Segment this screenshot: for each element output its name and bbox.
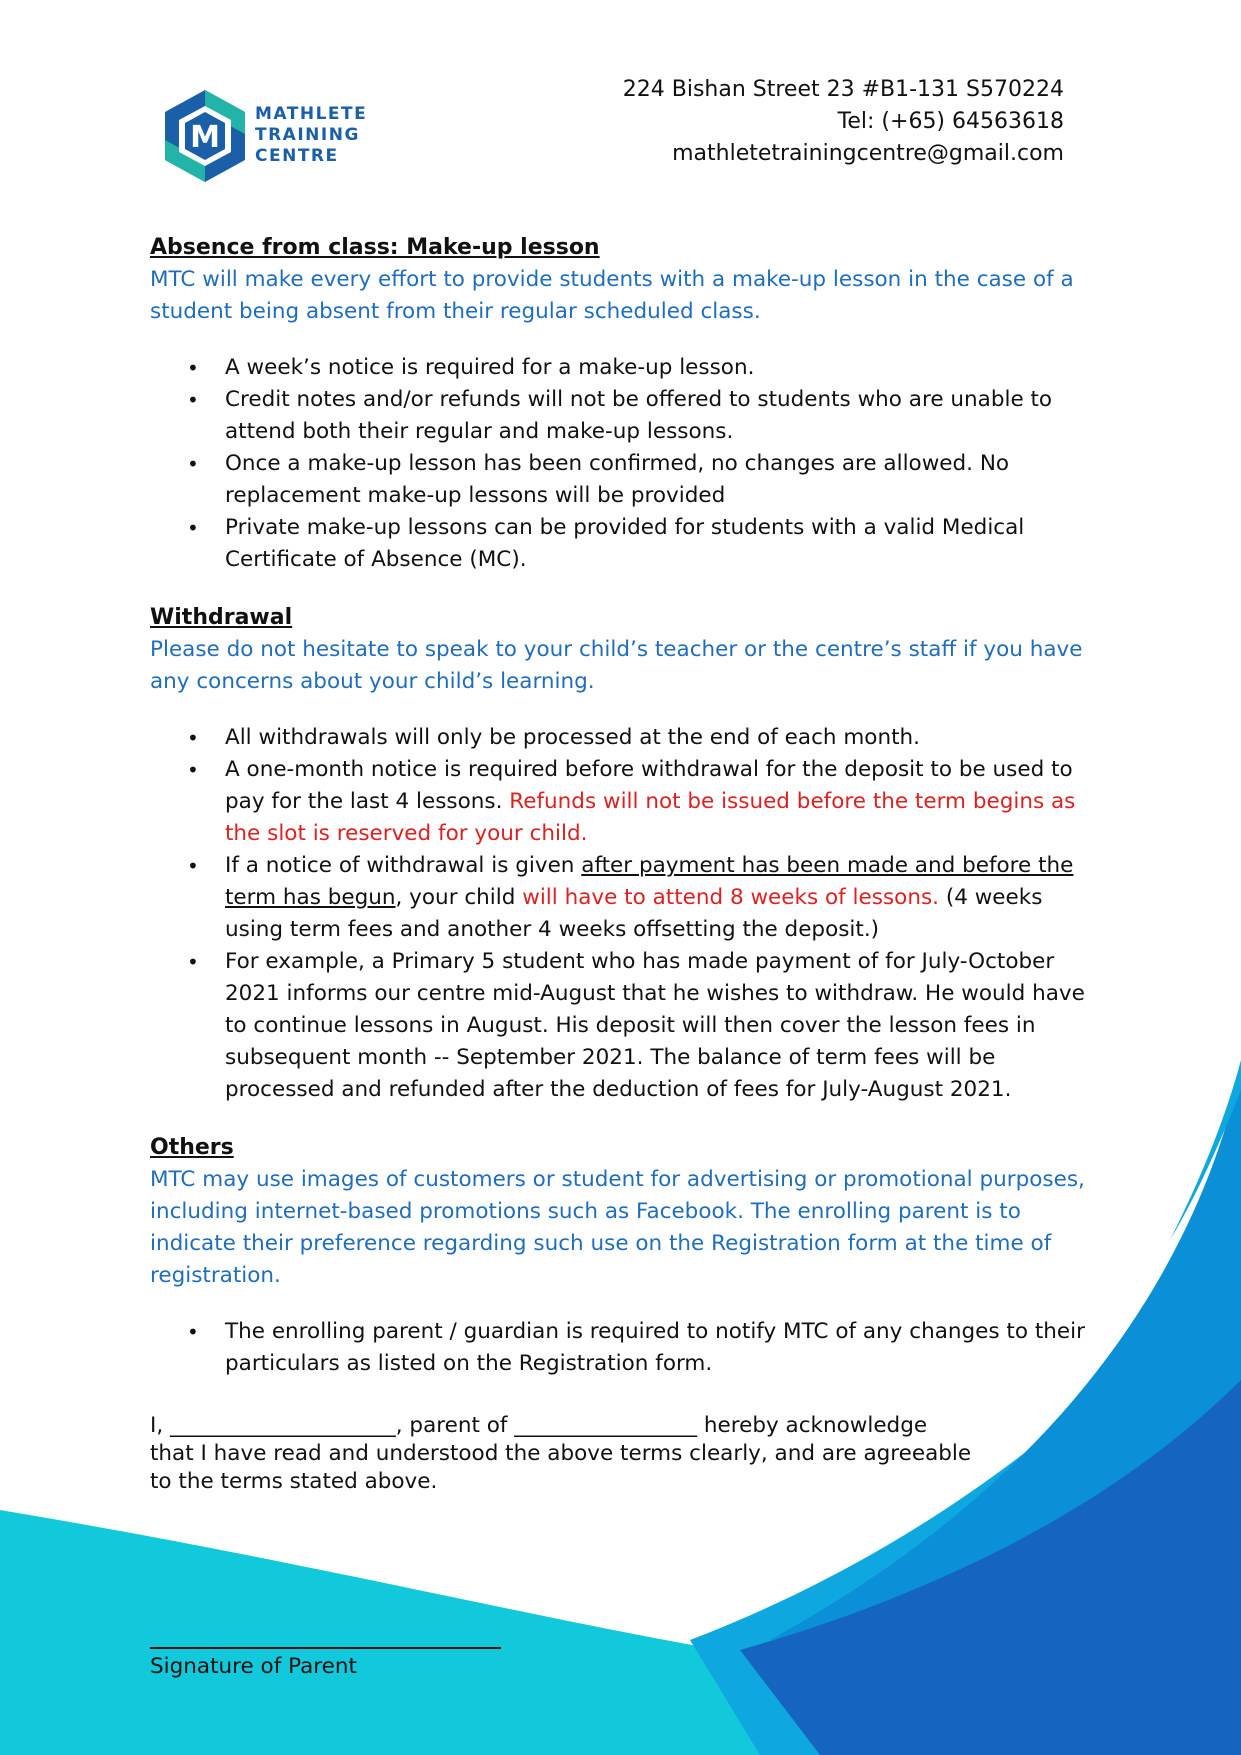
others-intro: MTC may use images of customers or student for advertising or promotional purposes, including internet-based promotions such as Facebook. The enrolling parent is to indicate their preference regarding such use on the Registration form at the time of registration. — [150, 1167, 1085, 1288]
list-item: • The enrolling parent / guardian is required to notify MTC of any changes to their particulars as listed on the Registration form. — [225, 1316, 1090, 1380]
logo-line-1: MATHLETE — [255, 104, 368, 124]
list-item: • Private make-up lessons can be provided for students with a valid Medical Certificate of Absence (MC). — [225, 512, 1090, 576]
email-address[interactable]: mathletetrainingcentre@gmail.com — [672, 141, 1064, 166]
acknowledgement-line-3: to the terms stated above. — [150, 1469, 438, 1494]
absence-section — [150, 232, 1090, 576]
list-item — [225, 850, 1090, 946]
contact-address-block — [623, 74, 1064, 170]
withdrawal-intro: Please do not hesitate to speak to your child’s teacher or the centre’s staff if you have any concerns about your child’s learning. — [150, 637, 1083, 694]
withdrawal-bullet-list — [150, 722, 1090, 1106]
child-text: , your child — [395, 885, 523, 910]
others-bullet-list — [150, 1316, 1090, 1380]
weeks-explanation-text: (4 weeks using term fees and another 4 weeks offsetting the deposit.) — [225, 885, 1043, 942]
acknowledgement-line-2: that I have read and understood the above terms clearly, and are agreeable — [150, 1441, 972, 1466]
payment-condition-text: after payment has been made and before the term has begun — [225, 853, 1074, 910]
withdrawal-heading: Withdrawal — [150, 605, 293, 630]
absence-bullet-list — [150, 352, 1090, 576]
telephone: Tel: (+65) 64563618 — [837, 109, 1064, 134]
logo-letter: M — [190, 120, 220, 155]
attendance-warning-text: will have to attend 8 weeks of lessons. — [522, 885, 939, 910]
list-item: • Credit notes and/or refunds will not be offered to students who are unable to attend both their regular and make-up lessons. — [225, 384, 1090, 448]
notice-text: If a notice of withdrawal is given — [225, 853, 582, 878]
acknowledgement-statement — [150, 1412, 1050, 1496]
others-heading: Others — [150, 1135, 234, 1160]
withdrawal-section — [150, 602, 1090, 1106]
list-item — [225, 754, 1090, 850]
absence-intro: MTC will make every effort to provide students with a make-up lesson in the case of a student being absent from their regular scheduled class. — [150, 267, 1074, 324]
logo-hexagon-icon — [163, 88, 247, 184]
refund-warning-text: Refunds will not be issued before the term begins as the slot is reserved for your child. — [225, 789, 1076, 846]
company-logo — [163, 88, 393, 184]
logo-wordmark — [255, 104, 367, 167]
signature-line[interactable] — [150, 1647, 501, 1649]
absence-heading: Absence from class: Make-up lesson — [150, 235, 600, 260]
acknowledgement-line-1: I, _____________________, parent of _________________ hereby acknowledge — [150, 1413, 928, 1438]
street-address: 224 Bishan Street 23 #B1-131 S570224 — [622, 77, 1064, 102]
others-section — [150, 1132, 1090, 1380]
logo-line-3: CENTRE — [255, 146, 339, 166]
list-item: • For example, a Primary 5 student who has made payment of for July-October 2021 informs our centre mid-August that he wishes to withdraw. He would have to continue lessons in August. His deposit will then cover the lesson fees in subsequent month -- September 2021. The balance of term fees will be processed and refunded after the deduction of fees for July-August 2021. — [225, 946, 1090, 1106]
list-item: • Once a make-up lesson has been confirmed, no changes are allowed. No replacement make-up lessons will be provided — [225, 448, 1090, 512]
terms-content — [150, 232, 1090, 1380]
withdrawal-notice-text: A one-month notice is required before withdrawal for the deposit to be used to pay for the last 4 lessons. — [225, 757, 1073, 814]
logo-line-2: TRAINING — [255, 125, 360, 145]
signature-label: Signature of Parent — [150, 1654, 357, 1679]
list-item: • All withdrawals will only be processed at the end of each month. — [225, 722, 1090, 754]
list-item: • A week’s notice is required for a make-up lesson. — [225, 352, 1090, 384]
